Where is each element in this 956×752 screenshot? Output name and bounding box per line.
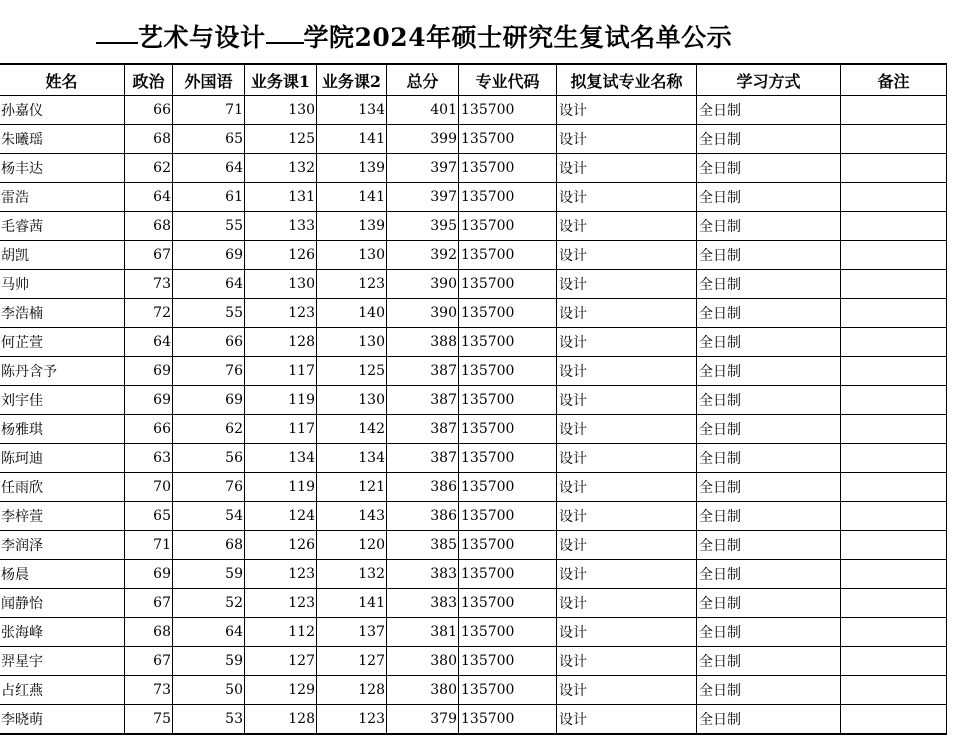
cell-major-name: 设计 <box>557 212 697 241</box>
cell-major-name: 设计 <box>557 299 697 328</box>
cell-politics: 68 <box>125 212 173 241</box>
cell-foreign-language: 64 <box>173 270 245 299</box>
cell-major-name: 设计 <box>557 531 697 560</box>
cell-major-name: 设计 <box>557 618 697 647</box>
cell-politics: 64 <box>125 183 173 212</box>
cell-foreign-language: 59 <box>173 647 245 676</box>
cell-politics: 66 <box>125 415 173 444</box>
cell-total: 397 <box>387 183 459 212</box>
cell-foreign-language: 55 <box>173 299 245 328</box>
cell-total: 387 <box>387 357 459 386</box>
cell-study-mode: 全日制 <box>697 705 841 735</box>
cell-total: 386 <box>387 502 459 531</box>
cell-study-mode: 全日制 <box>697 154 841 183</box>
cell-major-name: 设计 <box>557 589 697 618</box>
cell-major-code: 135700 <box>459 125 557 154</box>
cell-course-2: 120 <box>317 531 387 560</box>
cell-course-2: 142 <box>317 415 387 444</box>
cell-major-code: 135700 <box>459 183 557 212</box>
cell-course-1: 123 <box>245 299 317 328</box>
cell-name: 杨雅琪 <box>0 415 125 444</box>
header-major-code: 专业代码 <box>459 64 557 96</box>
cell-name: 雷浩 <box>0 183 125 212</box>
cell-foreign-language: 69 <box>173 241 245 270</box>
table-row <box>0 299 947 328</box>
cell-major-name: 设计 <box>557 183 697 212</box>
cell-politics: 71 <box>125 531 173 560</box>
cell-course-1: 117 <box>245 357 317 386</box>
table-row <box>0 96 947 125</box>
table-row <box>0 357 947 386</box>
cell-major-code: 135700 <box>459 96 557 125</box>
cell-total: 383 <box>387 560 459 589</box>
title-text: 学院2024年硕士研究生复试名单公示 <box>303 23 733 52</box>
cell-course-1: 126 <box>245 241 317 270</box>
cell-study-mode: 全日制 <box>697 531 841 560</box>
title-dept: 艺术与设计 <box>138 23 266 52</box>
cell-total: 399 <box>387 125 459 154</box>
cell-total: 380 <box>387 676 459 705</box>
cell-course-1: 131 <box>245 183 317 212</box>
cell-foreign-language: 54 <box>173 502 245 531</box>
cell-major-code: 135700 <box>459 212 557 241</box>
cell-foreign-language: 59 <box>173 560 245 589</box>
cell-name: 杨晨 <box>0 560 125 589</box>
cell-major-code: 135700 <box>459 560 557 589</box>
cell-name: 胡凯 <box>0 241 125 270</box>
table-row <box>0 647 947 676</box>
cell-study-mode: 全日制 <box>697 415 841 444</box>
cell-course-2: 134 <box>317 96 387 125</box>
cell-foreign-language: 62 <box>173 415 245 444</box>
cell-total: 380 <box>387 647 459 676</box>
cell-foreign-language: 64 <box>173 618 245 647</box>
cell-course-2: 143 <box>317 502 387 531</box>
cell-course-2: 121 <box>317 473 387 502</box>
cell-politics: 68 <box>125 125 173 154</box>
cell-total: 386 <box>387 473 459 502</box>
cell-study-mode: 全日制 <box>697 676 841 705</box>
cell-remarks <box>841 415 947 444</box>
cell-course-2: 140 <box>317 299 387 328</box>
header-remarks: 备注 <box>841 64 947 96</box>
cell-course-1: 123 <box>245 560 317 589</box>
cell-total: 379 <box>387 705 459 735</box>
cell-course-1: 119 <box>245 386 317 415</box>
cell-politics: 66 <box>125 96 173 125</box>
cell-course-2: 141 <box>317 125 387 154</box>
cell-study-mode: 全日制 <box>697 386 841 415</box>
cell-politics: 64 <box>125 328 173 357</box>
table-body <box>0 96 947 735</box>
cell-politics: 73 <box>125 676 173 705</box>
cell-study-mode: 全日制 <box>697 328 841 357</box>
cell-major-code: 135700 <box>459 415 557 444</box>
cell-foreign-language: 66 <box>173 328 245 357</box>
cell-remarks <box>841 502 947 531</box>
cell-course-2: 127 <box>317 647 387 676</box>
cell-study-mode: 全日制 <box>697 125 841 154</box>
cell-study-mode: 全日制 <box>697 560 841 589</box>
table-row <box>0 183 947 212</box>
cell-politics: 69 <box>125 357 173 386</box>
cell-course-2: 123 <box>317 270 387 299</box>
table-row <box>0 212 947 241</box>
cell-total: 392 <box>387 241 459 270</box>
cell-remarks <box>841 241 947 270</box>
cell-remarks <box>841 473 947 502</box>
cell-total: 381 <box>387 618 459 647</box>
cell-total: 390 <box>387 299 459 328</box>
table-row <box>0 241 947 270</box>
cell-course-1: 117 <box>245 415 317 444</box>
cell-course-1: 132 <box>245 154 317 183</box>
table-row <box>0 589 947 618</box>
cell-foreign-language: 64 <box>173 154 245 183</box>
cell-major-code: 135700 <box>459 589 557 618</box>
cell-remarks <box>841 154 947 183</box>
cell-course-2: 130 <box>317 328 387 357</box>
cell-study-mode: 全日制 <box>697 618 841 647</box>
cell-course-1: 134 <box>245 444 317 473</box>
cell-major-name: 设计 <box>557 270 697 299</box>
cell-major-name: 设计 <box>557 328 697 357</box>
table-row <box>0 125 947 154</box>
cell-total: 395 <box>387 212 459 241</box>
cell-name: 刘宇佳 <box>0 386 125 415</box>
header-foreign-language: 外国语 <box>173 64 245 96</box>
cell-politics: 67 <box>125 647 173 676</box>
cell-remarks <box>841 647 947 676</box>
table-row <box>0 676 947 705</box>
cell-total: 390 <box>387 270 459 299</box>
cell-name: 孙嘉仪 <box>0 96 125 125</box>
table-row <box>0 386 947 415</box>
cell-politics: 69 <box>125 560 173 589</box>
cell-foreign-language: 76 <box>173 357 245 386</box>
cell-course-1: 133 <box>245 212 317 241</box>
cell-name: 李润泽 <box>0 531 125 560</box>
cell-major-code: 135700 <box>459 618 557 647</box>
table-row <box>0 560 947 589</box>
cell-course-2: 141 <box>317 589 387 618</box>
cell-major-name: 设计 <box>557 96 697 125</box>
cell-major-code: 135700 <box>459 502 557 531</box>
cell-course-2: 134 <box>317 444 387 473</box>
cell-total: 388 <box>387 328 459 357</box>
cell-remarks <box>841 125 947 154</box>
cell-foreign-language: 52 <box>173 589 245 618</box>
cell-remarks <box>841 531 947 560</box>
header-major-name: 拟复试专业名称 <box>557 64 697 96</box>
cell-study-mode: 全日制 <box>697 270 841 299</box>
cell-remarks <box>841 299 947 328</box>
cell-politics: 63 <box>125 444 173 473</box>
cell-course-2: 130 <box>317 386 387 415</box>
cell-major-name: 设计 <box>557 357 697 386</box>
cell-study-mode: 全日制 <box>697 502 841 531</box>
cell-major-name: 设计 <box>557 415 697 444</box>
table-row <box>0 531 947 560</box>
cell-study-mode: 全日制 <box>697 473 841 502</box>
cell-politics: 62 <box>125 154 173 183</box>
cell-politics: 75 <box>125 705 173 735</box>
header-study-mode: 学习方式 <box>697 64 841 96</box>
table-row <box>0 415 947 444</box>
cell-major-code: 135700 <box>459 241 557 270</box>
cell-name: 陈丹含予 <box>0 357 125 386</box>
cell-total: 383 <box>387 589 459 618</box>
cell-politics: 72 <box>125 299 173 328</box>
cell-foreign-language: 53 <box>173 705 245 735</box>
cell-major-code: 135700 <box>459 357 557 386</box>
title-blank-left <box>96 14 138 44</box>
page-title <box>96 14 732 54</box>
table-row <box>0 328 947 357</box>
cell-study-mode: 全日制 <box>697 212 841 241</box>
cell-remarks <box>841 705 947 735</box>
cell-foreign-language: 68 <box>173 531 245 560</box>
cell-major-code: 135700 <box>459 386 557 415</box>
cell-politics: 68 <box>125 618 173 647</box>
cell-study-mode: 全日制 <box>697 357 841 386</box>
cell-major-name: 设计 <box>557 154 697 183</box>
cell-name: 杨丰达 <box>0 154 125 183</box>
cell-course-1: 127 <box>245 647 317 676</box>
cell-major-name: 设计 <box>557 676 697 705</box>
cell-study-mode: 全日制 <box>697 183 841 212</box>
cell-name: 占红燕 <box>0 676 125 705</box>
cell-name: 羿星宇 <box>0 647 125 676</box>
cell-course-2: 123 <box>317 705 387 735</box>
table-header-row <box>0 64 947 96</box>
table-row <box>0 270 947 299</box>
cell-name: 李浩楠 <box>0 299 125 328</box>
cell-name: 朱曦瑶 <box>0 125 125 154</box>
cell-remarks <box>841 357 947 386</box>
table-row <box>0 154 947 183</box>
cell-course-2: 137 <box>317 618 387 647</box>
cell-major-code: 135700 <box>459 154 557 183</box>
cell-foreign-language: 65 <box>173 125 245 154</box>
cell-name: 李晓萌 <box>0 705 125 735</box>
cell-major-name: 设计 <box>557 502 697 531</box>
cell-total: 401 <box>387 96 459 125</box>
cell-course-2: 132 <box>317 560 387 589</box>
cell-remarks <box>841 386 947 415</box>
table-row <box>0 618 947 647</box>
cell-course-1: 123 <box>245 589 317 618</box>
cell-course-1: 119 <box>245 473 317 502</box>
cell-total: 387 <box>387 444 459 473</box>
cell-major-code: 135700 <box>459 328 557 357</box>
cell-major-name: 设计 <box>557 386 697 415</box>
cell-remarks <box>841 618 947 647</box>
cell-major-name: 设计 <box>557 444 697 473</box>
table-row <box>0 705 947 735</box>
cell-major-code: 135700 <box>459 676 557 705</box>
cell-name: 陈珂迪 <box>0 444 125 473</box>
table-row <box>0 444 947 473</box>
cell-course-1: 125 <box>245 125 317 154</box>
cell-name: 张海峰 <box>0 618 125 647</box>
cell-politics: 67 <box>125 241 173 270</box>
cell-major-name: 设计 <box>557 705 697 735</box>
cell-course-1: 126 <box>245 531 317 560</box>
cell-name: 何芷萱 <box>0 328 125 357</box>
cell-course-1: 124 <box>245 502 317 531</box>
cell-foreign-language: 69 <box>173 386 245 415</box>
cell-course-2: 130 <box>317 241 387 270</box>
header-course-2: 业务课2 <box>317 64 387 96</box>
cell-remarks <box>841 96 947 125</box>
cell-major-name: 设计 <box>557 647 697 676</box>
cell-course-2: 139 <box>317 212 387 241</box>
title-blank-right <box>266 14 304 44</box>
cell-course-1: 128 <box>245 328 317 357</box>
cell-foreign-language: 71 <box>173 96 245 125</box>
cell-major-name: 设计 <box>557 241 697 270</box>
cell-major-code: 135700 <box>459 531 557 560</box>
cell-foreign-language: 55 <box>173 212 245 241</box>
cell-course-2: 141 <box>317 183 387 212</box>
cell-course-1: 129 <box>245 676 317 705</box>
cell-course-2: 128 <box>317 676 387 705</box>
cell-study-mode: 全日制 <box>697 589 841 618</box>
cell-course-1: 112 <box>245 618 317 647</box>
cell-course-2: 125 <box>317 357 387 386</box>
cell-course-1: 130 <box>245 270 317 299</box>
cell-major-name: 设计 <box>557 125 697 154</box>
cell-politics: 69 <box>125 386 173 415</box>
cell-remarks <box>841 212 947 241</box>
cell-total: 385 <box>387 531 459 560</box>
header-politics: 政治 <box>125 64 173 96</box>
cell-study-mode: 全日制 <box>697 96 841 125</box>
cell-study-mode: 全日制 <box>697 299 841 328</box>
cell-total: 397 <box>387 154 459 183</box>
cell-politics: 67 <box>125 589 173 618</box>
table-row <box>0 473 947 502</box>
cell-study-mode: 全日制 <box>697 241 841 270</box>
cell-major-name: 设计 <box>557 473 697 502</box>
cell-total: 387 <box>387 386 459 415</box>
cell-study-mode: 全日制 <box>697 444 841 473</box>
cell-major-code: 135700 <box>459 299 557 328</box>
cell-remarks <box>841 270 947 299</box>
cell-name: 任雨欣 <box>0 473 125 502</box>
candidate-table <box>0 63 947 735</box>
cell-course-1: 130 <box>245 96 317 125</box>
cell-name: 李梓萱 <box>0 502 125 531</box>
cell-remarks <box>841 444 947 473</box>
header-course-1: 业务课1 <box>245 64 317 96</box>
cell-study-mode: 全日制 <box>697 647 841 676</box>
cell-politics: 73 <box>125 270 173 299</box>
cell-major-code: 135700 <box>459 444 557 473</box>
table-row <box>0 502 947 531</box>
cell-foreign-language: 61 <box>173 183 245 212</box>
cell-remarks <box>841 676 947 705</box>
cell-foreign-language: 56 <box>173 444 245 473</box>
cell-major-name: 设计 <box>557 560 697 589</box>
cell-major-code: 135700 <box>459 270 557 299</box>
cell-major-code: 135700 <box>459 473 557 502</box>
cell-total: 387 <box>387 415 459 444</box>
cell-course-1: 128 <box>245 705 317 735</box>
cell-name: 毛睿茜 <box>0 212 125 241</box>
cell-name: 马帅 <box>0 270 125 299</box>
cell-foreign-language: 50 <box>173 676 245 705</box>
cell-major-code: 135700 <box>459 647 557 676</box>
cell-remarks <box>841 328 947 357</box>
cell-major-code: 135700 <box>459 705 557 735</box>
cell-remarks <box>841 589 947 618</box>
cell-course-2: 139 <box>317 154 387 183</box>
cell-politics: 70 <box>125 473 173 502</box>
cell-name: 闻静怡 <box>0 589 125 618</box>
cell-remarks <box>841 183 947 212</box>
cell-remarks <box>841 560 947 589</box>
cell-foreign-language: 76 <box>173 473 245 502</box>
cell-politics: 65 <box>125 502 173 531</box>
header-total: 总分 <box>387 64 459 96</box>
header-name: 姓名 <box>0 64 125 96</box>
